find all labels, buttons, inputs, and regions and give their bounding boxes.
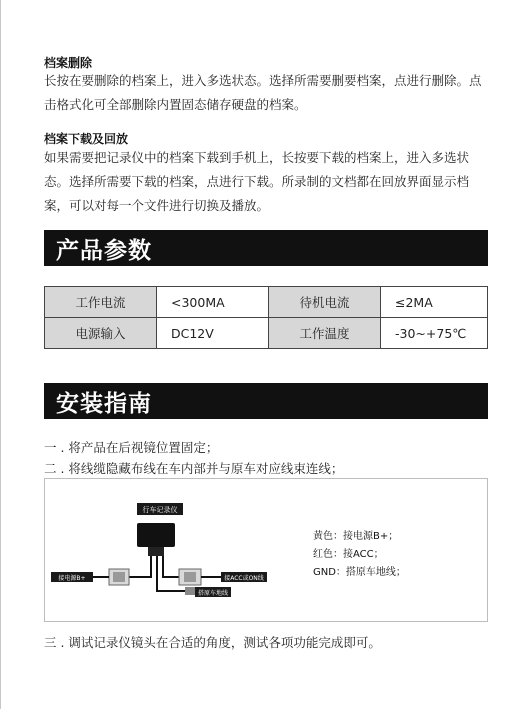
spec-value-work-current: <300MA: [157, 287, 269, 318]
power-label: 接电源B+: [58, 575, 86, 582]
acc-cable: [163, 556, 179, 577]
spec-label-work-current: 工作电流: [45, 287, 157, 318]
install-step-2: 二 . 将线缆隐藏布线在车内部并与原车对应线束连线；: [44, 461, 344, 476]
product-params-title: 产品参数: [56, 238, 152, 264]
spec-label-power-input: 电源输入: [45, 318, 157, 349]
file-download-line-1: 如果需要把记录仪中的档案下载到手机上，长按要下载的档案上，进入多选状: [44, 150, 470, 165]
spec-row: [45, 287, 488, 318]
install-title: 安装指南: [56, 391, 152, 417]
ground-terminal: [185, 587, 195, 595]
recorder-connector: [148, 547, 164, 556]
spec-table: [44, 286, 488, 349]
spec-value-work-temp: -30~+75℃: [381, 318, 488, 349]
file-delete-line-1: 长按在要删除的档案上，进入多选状态。选择所需要删要档案，点进行删除。点: [44, 73, 482, 88]
spec-label-work-temp: 工作温度: [269, 318, 381, 349]
file-download-text: [44, 146, 494, 218]
file-download-line-2: 态。选择所需要下载的档案，点进行下载。所录制的文档都在回放界面显示档: [44, 174, 470, 189]
file-delete-heading: 档案删除: [44, 56, 93, 70]
file-download-heading: 档案下载及回放: [44, 132, 129, 146]
power-cable: [127, 556, 151, 577]
legend-gnd: GND：搭原车地线；: [313, 567, 406, 578]
acc-label: 接ACC或ON线: [224, 575, 264, 582]
legend-red: 红色：接ACC；: [313, 549, 384, 560]
spec-row: [45, 318, 488, 349]
legend-yellow: 黄色：接电源B+；: [313, 531, 399, 542]
ground-label: 搭原车地线: [197, 590, 229, 597]
fuse-left-inner: [113, 572, 125, 582]
fuse-right-inner: [184, 572, 196, 582]
product-params-banner: [44, 230, 488, 266]
install-banner: [44, 383, 488, 419]
page-left-edge: [0, 0, 1, 709]
spec-value-power-input: DC12V: [157, 318, 269, 349]
file-download-line-3: 案，可以对每一个文件进行切换及播放。: [44, 198, 270, 213]
wiring-diagram: [44, 478, 488, 622]
file-delete-line-2: 击格式化可全部删除内置固态储存硬盘的档案。: [44, 97, 307, 112]
spec-label-standby-current: 待机电流: [269, 287, 381, 318]
file-delete-text: [44, 69, 494, 117]
recorder-device: [137, 523, 175, 547]
recorder-label: 行车记录仪: [142, 506, 178, 514]
install-step-3: 三 . 调试记录仪镜头在合适的角度，测试各项功能完成即可。: [44, 635, 381, 650]
install-step-1: 一 . 将产品在后视镜位置固定；: [44, 440, 219, 455]
spec-value-standby-current: ≤2MA: [381, 287, 488, 318]
wiring-svg: [45, 479, 489, 623]
